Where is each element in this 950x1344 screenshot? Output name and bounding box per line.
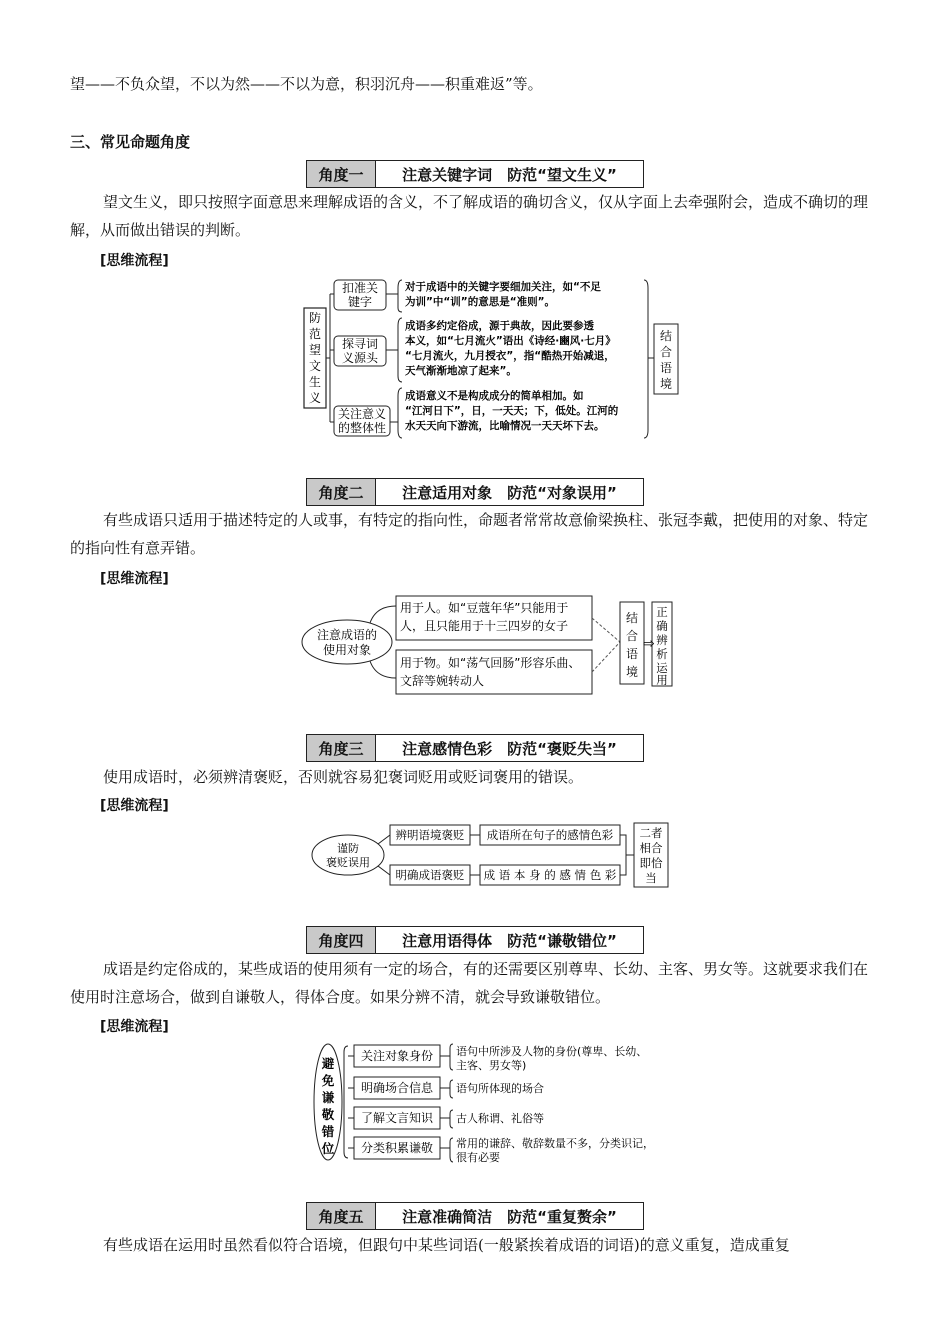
d1-b1-line: 扣准关 — [341, 281, 379, 295]
angle-4-header — [306, 926, 644, 954]
d3-end-line: 即恰 — [639, 856, 663, 870]
angle-5-number: 角度五 — [307, 1203, 376, 1229]
angle-1-title: 注意关键字词 防范“望文生义” — [402, 165, 617, 184]
angle-2-paragraph: 有些成语只适用于描述特定的人或事，有特定的指向性，命题者常常故意偷梁换柱、张冠李戴，把使用的对象、特定的指向性有意弄错。 — [70, 511, 869, 557]
intro-tail: 望——不负众望，不以为然——不以为意，积羽沉舟——积重难返”等。 — [70, 75, 543, 93]
angle-5-paragraph: 有些成语在运用时虽然看似符合语境，但跟句中某些词语(一般紧挨着成语的词语)的意义重复，造成重复 — [103, 1236, 790, 1254]
d2-mid-char: 境 — [625, 665, 639, 679]
d1-b2-line: 探寻词 — [341, 337, 379, 351]
d1-b3-line: 的整体性 — [337, 421, 387, 435]
d1-t1-line: 对于成语中的关键字要细加关注，如“不足 — [405, 281, 601, 293]
d1-t1-line: 为训”中“训”的意思是“准则”。 — [405, 296, 556, 308]
d1-end-char: 境 — [659, 377, 673, 391]
d4-root-char: 位 — [321, 1141, 335, 1156]
d1-t3-line: 成语意义不是构成成分的简单相加。如 — [405, 390, 584, 402]
d2-b1-line: 用于人。如“豆蔻年华”只能用于 — [400, 601, 569, 615]
diagram-duixiang — [300, 592, 680, 696]
d1-root-char: 文 — [308, 359, 322, 373]
d1-t2-line: “七月流火，九月授衣”，指“酷热开始减退， — [405, 350, 615, 362]
d1-root-char: 范 — [308, 327, 322, 341]
flow-label-1: [思维流程] — [100, 253, 169, 269]
angle-4-number: 角度四 — [307, 927, 376, 953]
d1-t2-line: 成语多约定俗成，源于典故，因此要参透 — [405, 320, 594, 332]
d3-b1: 明确成语褒贬 — [395, 868, 465, 882]
d1-end-char: 合 — [659, 345, 673, 359]
d2-root-oval — [302, 620, 392, 664]
d4-val-line: 语句所体现的场合 — [456, 1082, 544, 1095]
d4-key: 了解文言知识 — [360, 1111, 434, 1125]
d4-root-char: 敬 — [321, 1107, 335, 1122]
d4-root-char: 避 — [321, 1056, 335, 1071]
diagram-wangwen — [298, 272, 688, 444]
d1-root-char: 望 — [308, 343, 322, 357]
d4-val-line: 常用的谦辞、敬辞数量不多，分类识记， — [456, 1137, 654, 1150]
d1-b3-line: 关注意义 — [337, 407, 387, 421]
d1-end-char: 结 — [659, 329, 673, 343]
d3-root-line: 褒贬误用 — [326, 856, 370, 869]
d2-mid-char: 语 — [625, 647, 639, 661]
d2-end-char: 正 — [656, 605, 668, 619]
d1-t3-line: “江河日下”，日，一天天；下，低处。江河的 — [405, 405, 619, 417]
d1-t2-line: 天气渐渐地凉了起来”。 — [405, 365, 517, 377]
d3-a2: 成语所在句子的感情色彩 — [486, 828, 614, 842]
angle-2-title: 注意适用对象 防范“对象误用” — [402, 483, 617, 502]
d4-val-line: 很有必要 — [456, 1151, 500, 1164]
angle-1-paragraph: 望文生义，即只按照字面意思来理解成语的含义，不了解成语的确切含义，仅从字面上去牵强附会，造成不确切的理解，从而做出错误的判断。 — [70, 193, 869, 239]
d2-b2-line: 文辞等婉转动人 — [400, 674, 485, 688]
angle-1-header — [306, 160, 644, 188]
angle-3-paragraph: 使用成语时，必须辨清褒贬，否则就容易犯褒词贬用或贬词褒用的错误。 — [103, 768, 584, 786]
d2-end-char: 析 — [656, 647, 668, 661]
angle-5-header — [306, 1202, 644, 1230]
d1-b2-line: 义源头 — [341, 351, 379, 365]
d2-root-line: 使用对象 — [322, 643, 372, 657]
d2-end-char: 确 — [656, 619, 668, 633]
flow-label-4: [思维流程] — [100, 1019, 169, 1035]
d1-t2-line: 本义，如“七月流火”语出《诗经·豳风·七月》 — [405, 335, 616, 347]
d1-t3-line: 水天天向下游流，比喻情况一天天坏下去。 — [405, 420, 605, 432]
diagram-baobian — [310, 818, 675, 892]
arrow-icon: ⇨ — [643, 636, 655, 652]
d4-root-char: 错 — [321, 1124, 335, 1139]
angle-2-number: 角度二 — [307, 479, 376, 505]
d2-root-line: 注意成语的 — [316, 628, 378, 642]
d3-root-oval — [312, 835, 384, 875]
d4-val-line: 主客、男女等) — [456, 1059, 527, 1072]
d4-val-line: 语句中所涉及人物的身份(尊卑、长幼、 — [456, 1045, 648, 1058]
angle-1-number: 角度一 — [307, 161, 376, 187]
d3-a1: 辨明语境褒贬 — [395, 828, 465, 842]
angle-5-title: 注意准确简洁 防范“重复赘余” — [402, 1207, 617, 1226]
d2-end-char: 运 — [656, 661, 668, 675]
d3-root-line: 谨防 — [337, 842, 359, 855]
flow-label-3: [思维流程] — [100, 798, 169, 814]
d1-end-char: 语 — [659, 361, 673, 375]
angle-4-title: 注意用语得体 防范“谦敬错位” — [402, 931, 617, 950]
flow-label-2: [思维流程] — [100, 571, 169, 587]
d2-mid-char: 结 — [625, 611, 639, 625]
d3-end-line: 当 — [645, 871, 657, 885]
d4-root-char: 谦 — [321, 1090, 335, 1105]
d2-b2-line: 用于物。如“荡气回肠”形容乐曲、 — [400, 656, 581, 670]
d2-end-char: 用 — [656, 673, 668, 687]
d4-key: 分类积累谦敬 — [360, 1141, 434, 1155]
angle-4-paragraph: 成语是约定俗成的，某些成语的使用须有一定的场合，有的还需要区别尊卑、长幼、主客、男女等。这就要求我们在使用时注意场合，做到自谦敬人，得体合度。如果分辨不清，就会导致谦敬错位。 — [70, 960, 869, 1006]
d4-root-char: 免 — [321, 1073, 335, 1088]
angle-3-header — [306, 734, 644, 762]
d4-key: 明确场合信息 — [360, 1081, 434, 1095]
angle-3-title: 注意感情色彩 防范“褒贬失当” — [402, 739, 617, 758]
angle-3-number: 角度三 — [307, 735, 376, 761]
d1-root-char: 防 — [308, 311, 322, 325]
d4-key: 关注对象身份 — [360, 1049, 434, 1063]
d1-root-char: 生 — [308, 375, 322, 389]
section-title: 三、常见命题角度 — [70, 133, 191, 151]
d2-b1-line: 人，且只能用于十三四岁的女子 — [400, 619, 569, 633]
d1-root-char: 义 — [308, 391, 322, 405]
d3-b2: 成 语 本 身 的 感 情 色 彩 — [483, 868, 617, 882]
d3-end-line: 二者 — [639, 826, 663, 840]
d1-b1-line: 键字 — [347, 295, 373, 309]
angle-2-header — [306, 478, 644, 506]
diagram-qianjing — [312, 1040, 682, 1164]
d2-end-char: 辨 — [656, 633, 668, 647]
d2-mid-char: 合 — [625, 629, 639, 643]
d4-val-line: 古人称谓、礼俗等 — [456, 1112, 544, 1125]
d3-end-line: 相合 — [639, 841, 663, 855]
